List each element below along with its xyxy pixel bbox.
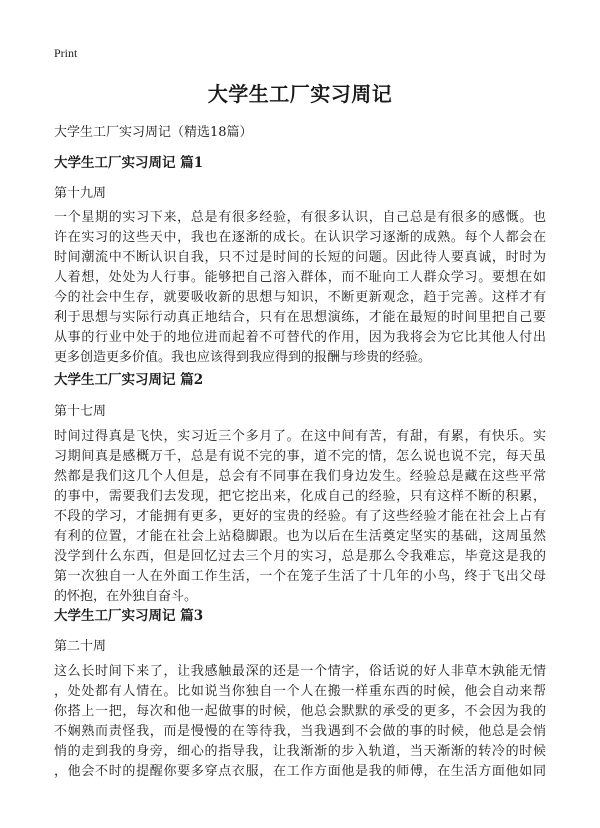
section-paragraph-2	[54, 427, 546, 607]
print-link[interactable]: Print	[54, 46, 78, 60]
paragraph-line: 你搭上一把，每次和他一起做事的时候，他总会默默的承受的更多，不会因为我的	[54, 704, 546, 719]
paragraph-line: 利于思想与实际行动真正地结合，只有在思想演练，才能在最短的时间里把自己要	[54, 310, 546, 325]
section-week-1: 第十九周	[54, 186, 107, 201]
section-heading-2: 大学生工厂实习周记 篇2	[54, 372, 204, 388]
section-heading-1: 大学生工厂实习周记 篇1	[54, 155, 204, 171]
section-paragraph-3	[54, 662, 546, 782]
paragraph-line: 更多创造更多价值。我也应该得到我应得到的报酬与珍贵的经验。	[54, 350, 432, 365]
section-heading-3: 大学生工厂实习周记 篇3	[54, 608, 204, 624]
section-week-3: 第二十周	[54, 639, 107, 654]
paragraph-line: 今的社会中生存，就要吸收新的思想与知识，不断更新观念，趋于完善。这样才有	[54, 290, 546, 305]
paragraph-line: 习期间真是感概万千，总是有说不完的事，道不完的情，怎么说也说不完，每天虽	[54, 449, 546, 464]
paragraph-line: 的怀抱，在外独自奋斗。	[54, 589, 198, 604]
paragraph-line: 时间过得真是飞快，实习近三个多月了。在这中间有苦，有甜，有累，有快乐。实	[54, 429, 546, 444]
paragraph-line: 然都是我们这几个人但是，总会有不同事在我们身边发生。经验总是藏在这些平常	[54, 469, 546, 484]
paragraph-line: ，处处都有人情在。比如说当你独自一个人在搬一样重东西的时候，他会自动来帮	[54, 684, 546, 699]
page-title: 大学生工厂实习周记	[207, 82, 393, 106]
paragraph-line: 没学到什么东西，但是回忆过去三个月的实习，总是那么令我难忘，毕竟这是我的	[54, 549, 546, 564]
paragraph-line: 一个星期的实习下来，总是有很多经验，有很多认识，自己总是有很多的感慨。也	[54, 210, 546, 225]
paragraph-line: 的事中，需要我们去发现，把它挖出来，化成自己的经验，只有这样不断的积累，	[54, 489, 546, 504]
paragraph-line: 有利的位置，才能在社会上站稳脚跟。也为以后在生活奠定坚实的基础，这周虽然	[54, 529, 546, 544]
paragraph-line: 不段的学习，才能拥有更多，更好的宝贵的经验。有了这些经验才能在社会上占有	[54, 509, 546, 524]
section-week-2: 第十七周	[54, 404, 107, 419]
paragraph-line: 悄的走到我的身旁，细心的指导我，让我渐渐的步入轨道，当天渐渐的转冷的时候	[54, 744, 546, 759]
paragraph-line: 这么长时间下来了，让我感触最深的还是一个情字，俗话说的好人非草木孰能无情	[54, 664, 546, 679]
paragraph-line: 不娴熟而责怪我，而是慢慢的在等待我，当我遇到不会做的事的时候，他总是会悄	[54, 724, 546, 739]
paragraph-line: 时间潮流中不断认识自我，只不过是时间的长短的问题。因此待人要真诚，时时为	[54, 250, 546, 265]
paragraph-line: 第一次独自一人在外面工作生活，一个在笼子生活了十几年的小鸟，终于飞出父母	[54, 569, 546, 584]
document-subtitle: 大学生工厂实习周记（精选18篇）	[54, 125, 253, 140]
paragraph-line: 人着想，处处为人行事。能够把自己溶入群体，而不耻向工人群众学习。要想在如	[54, 270, 546, 285]
paragraph-line: ，他会不时的提醒你要多穿点衣服，在工作方面他是我的师傅，在生活方面他如同	[54, 764, 546, 779]
paragraph-line: 许在实习的这些天中，我也在逐渐的成长。在认识学习逐渐的成熟。每个人都会在	[54, 230, 546, 245]
paragraph-line: 从事的行业中处于的地位进而起着不可替代的作用，因为我将会为它比其他人付出	[54, 330, 546, 345]
section-paragraph-1	[54, 208, 546, 368]
